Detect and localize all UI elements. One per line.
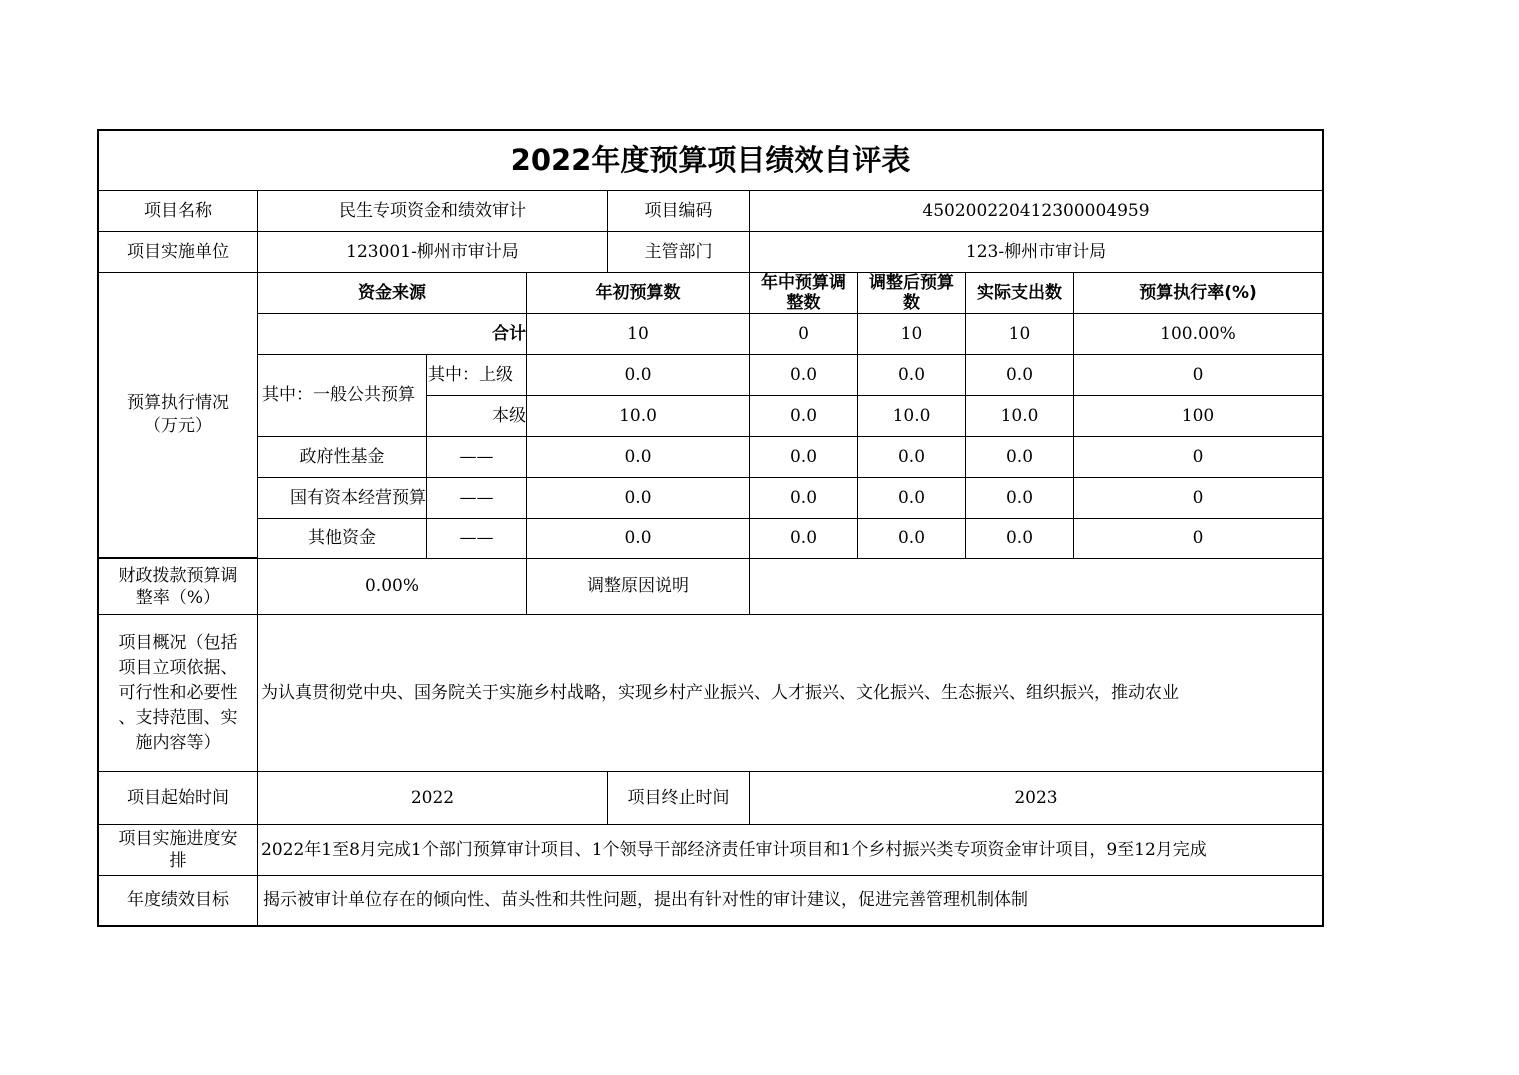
other-fund-adjusted[interactable]: 0.0 — [857, 518, 966, 559]
adjust-rate-label[interactable]: 财政拨款预算调 整率（%） — [97, 558, 258, 615]
state-capital-midyear[interactable]: 0.0 — [749, 477, 858, 519]
gov-fund-label[interactable]: 政府性基金 — [257, 436, 427, 478]
other-fund-rate[interactable]: 0 — [1073, 518, 1324, 559]
upper-label[interactable]: 其中：上级 — [426, 354, 527, 396]
schedule-text[interactable]: 2022年1至8月完成1个部门预算审计项目、1个领导干部经济责任审计项目和1个乡村振兴类专项资金审计项目，9至12月完成 — [257, 824, 1324, 876]
local-initial[interactable]: 10.0 — [526, 395, 750, 437]
project-code-value[interactable]: 450200220412300004959 — [749, 190, 1324, 232]
total-adjusted[interactable]: 10 — [857, 313, 966, 355]
gov-fund-actual[interactable]: 0.0 — [965, 436, 1074, 478]
table-title[interactable]: 2022年度预算项目绩效自评表 — [97, 129, 1324, 191]
state-capital-sub[interactable]: —— — [426, 477, 527, 519]
upper-adjusted[interactable]: 0.0 — [857, 354, 966, 396]
local-rate[interactable]: 100 — [1073, 395, 1324, 437]
adjust-reason-value[interactable] — [749, 558, 1324, 615]
header-actual[interactable]: 实际支出数 — [965, 272, 1074, 314]
gov-fund-initial[interactable]: 0.0 — [526, 436, 750, 478]
gov-fund-adjusted[interactable]: 0.0 — [857, 436, 966, 478]
other-fund-label[interactable]: 其他资金 — [257, 518, 427, 559]
start-time-value[interactable]: 2022 — [257, 771, 608, 825]
other-fund-initial[interactable]: 0.0 — [526, 518, 750, 559]
dept-value[interactable]: 123-柳州市审计局 — [749, 231, 1324, 273]
gov-fund-rate[interactable]: 0 — [1073, 436, 1324, 478]
other-fund-midyear[interactable]: 0.0 — [749, 518, 858, 559]
overview-text[interactable]: 为认真贯彻党中央、国务院关于实施乡村战略，实现乡村产业振兴、人才振兴、文化振兴、生态振兴、组织振兴，推动农业 — [257, 614, 1324, 772]
goal-label[interactable]: 年度绩效目标 — [97, 875, 258, 927]
total-midyear[interactable]: 0 — [749, 313, 858, 355]
state-capital-actual[interactable]: 0.0 — [965, 477, 1074, 519]
adjust-reason-label[interactable]: 调整原因说明 — [526, 558, 750, 615]
other-fund-actual[interactable]: 0.0 — [965, 518, 1074, 559]
start-time-label[interactable]: 项目起始时间 — [97, 771, 258, 825]
header-initial[interactable]: 年初预算数 — [526, 272, 750, 314]
header-adjusted[interactable]: 调整后预算 数 — [857, 272, 966, 314]
header-rate[interactable]: 预算执行率(%) — [1073, 272, 1324, 314]
total-rate[interactable]: 100.00% — [1073, 313, 1324, 355]
total-label[interactable]: 合计 — [257, 313, 527, 355]
local-adjusted[interactable]: 10.0 — [857, 395, 966, 437]
upper-initial[interactable]: 0.0 — [526, 354, 750, 396]
upper-midyear[interactable]: 0.0 — [749, 354, 858, 396]
local-label[interactable]: 本级 — [426, 395, 527, 437]
header-midyear[interactable]: 年中预算调 整数 — [749, 272, 858, 314]
adjust-rate-value[interactable]: 0.00% — [257, 558, 527, 615]
impl-unit-label[interactable]: 项目实施单位 — [97, 231, 258, 273]
state-capital-label[interactable]: 国有资本经营预算 — [257, 477, 427, 519]
upper-rate[interactable]: 0 — [1073, 354, 1324, 396]
performance-self-evaluation-table — [97, 129, 1324, 926]
general-budget-label[interactable]: 其中：一般公共预算 — [257, 354, 427, 437]
gov-fund-midyear[interactable]: 0.0 — [749, 436, 858, 478]
project-code-label[interactable]: 项目编码 — [607, 190, 750, 232]
local-actual[interactable]: 10.0 — [965, 395, 1074, 437]
goal-text[interactable]: 揭示被审计单位存在的倾向性、苗头性和共性问题，提出有针对性的审计建议，促进完善管理机制体制 — [257, 875, 1324, 927]
schedule-label[interactable]: 项目实施进度安 排 — [97, 824, 258, 876]
project-name-label[interactable]: 项目名称 — [97, 190, 258, 232]
gov-fund-sub[interactable]: —— — [426, 436, 527, 478]
state-capital-initial[interactable]: 0.0 — [526, 477, 750, 519]
other-fund-sub[interactable]: —— — [426, 518, 527, 559]
end-time-label[interactable]: 项目终止时间 — [607, 771, 750, 825]
upper-actual[interactable]: 0.0 — [965, 354, 1074, 396]
dept-label[interactable]: 主管部门 — [607, 231, 750, 273]
header-source[interactable]: 资金来源 — [257, 272, 527, 314]
project-name-value[interactable]: 民生专项资金和绩效审计 — [257, 190, 608, 232]
end-time-value[interactable]: 2023 — [749, 771, 1324, 825]
state-capital-rate[interactable]: 0 — [1073, 477, 1324, 519]
total-initial[interactable]: 10 — [526, 313, 750, 355]
budget-section-label[interactable]: 预算执行情况 （万元） — [97, 272, 258, 558]
impl-unit-value[interactable]: 123001-柳州市审计局 — [257, 231, 608, 273]
total-actual[interactable]: 10 — [965, 313, 1074, 355]
overview-label[interactable]: 项目概况（包括 项目立项依据、 可行性和必要性 、支持范围、实 施内容等） — [97, 614, 258, 772]
local-midyear[interactable]: 0.0 — [749, 395, 858, 437]
state-capital-adjusted[interactable]: 0.0 — [857, 477, 966, 519]
